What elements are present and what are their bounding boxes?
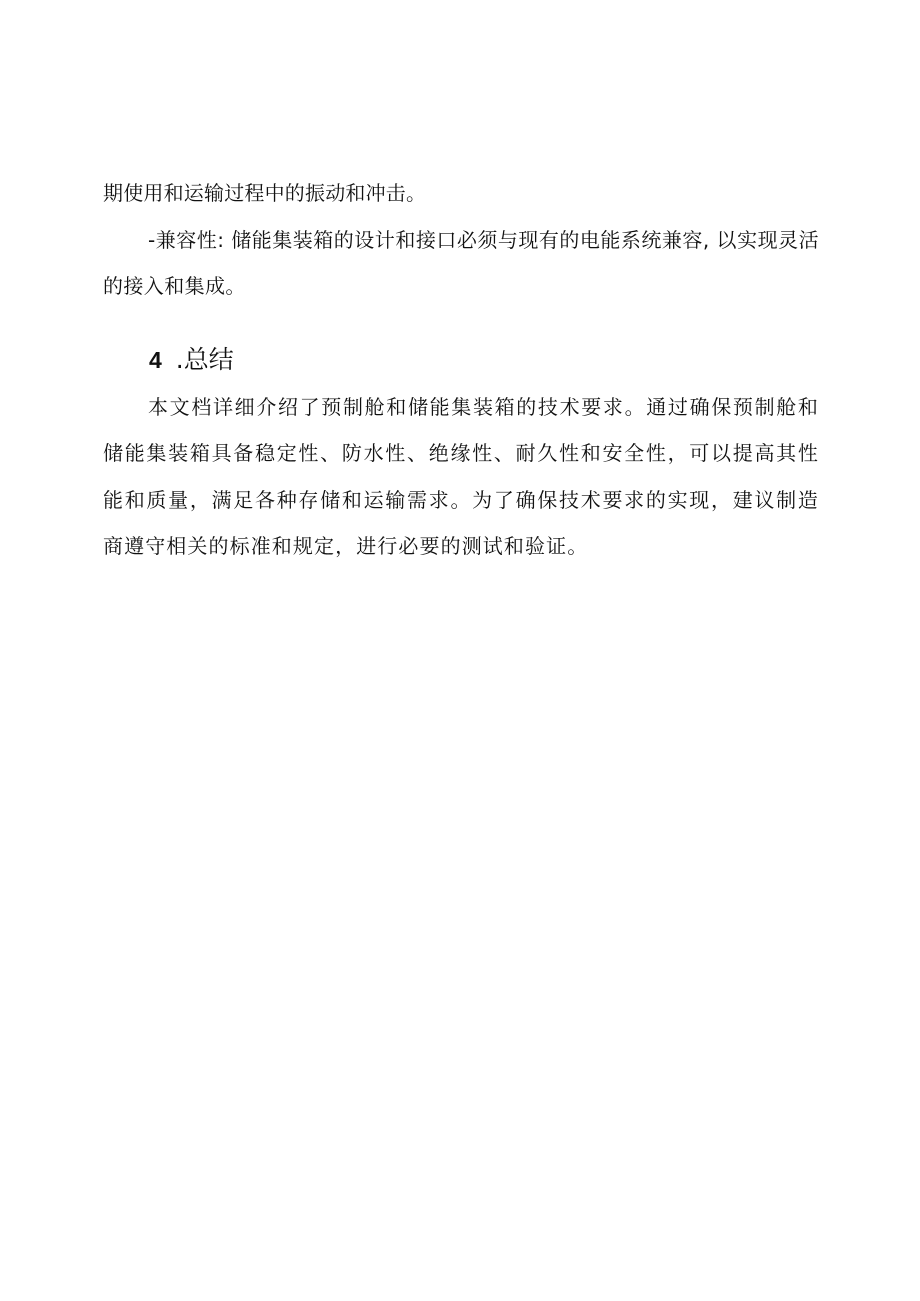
section-heading <box>103 338 819 382</box>
summary-paragraph: 本文档详细介绍了预制舱和储能集装箱的技术要求。通过确保预制舱和储能集装箱具备稳定性、防水性、绝缘性、耐久性和安全性，可以提高其性能和质量，满足各种存储和运输需求。为了确保技术要求的实现，建议制造商遵守相关的标准和规定，进行必要的测试和验证。 <box>103 394 819 558</box>
section-title: .总结 <box>175 344 234 374</box>
section-number: 4 <box>149 346 162 373</box>
compatibility-list-item: -兼容性: 储能集装箱的设计和接口必须与现有的电能系统兼容, 以实现灵活的接入和集成。 <box>103 227 819 298</box>
continuation-paragraph: 期使用和运输过程中的振动和冲击。 <box>103 181 427 205</box>
document-body <box>103 170 819 570</box>
